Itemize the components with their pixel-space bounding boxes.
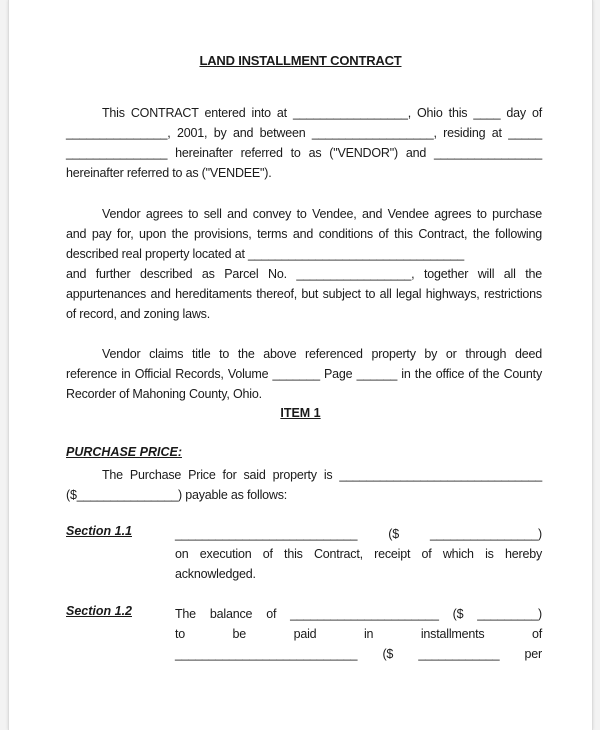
text-line: and pay for, upon the provisions, terms and conditions of this Contract, the following xyxy=(66,227,542,241)
text-line: This CONTRACT entered into at _________________, Ohio this ____ day of xyxy=(102,106,542,120)
paragraph-title-claim xyxy=(66,344,542,404)
text-line: to be paid in installments of xyxy=(175,627,542,641)
text-line: ___________________________ ($ ____________ per xyxy=(175,647,542,661)
text-line: of record, and zoning laws. xyxy=(66,307,210,321)
section-1-1-text xyxy=(175,524,542,584)
text-line: on execution of this Contract, receipt of which is hereby xyxy=(175,547,542,561)
text-line: acknowledged. xyxy=(175,567,256,581)
text-line: hereinafter referred to as ("VENDEE"). xyxy=(66,166,272,180)
text-line: reference in Official Records, Volume _______ Page ______ in the office of the County xyxy=(66,367,542,381)
text-line: ___________________________ ($ ________________) xyxy=(175,527,542,541)
section-1-2-label: Section 1.2 xyxy=(66,604,132,618)
section-1-2-text xyxy=(175,604,542,664)
paragraph-parties xyxy=(66,103,542,183)
text-line: ($_______________) payable as follows: xyxy=(66,488,288,502)
text-line: Vendor agrees to sell and convey to Vendee, and Vendee agrees to purchase xyxy=(102,207,542,221)
text-line: appurtenances and hereditaments thereof, but subject to all legal highways, restrictions xyxy=(66,287,542,301)
document-title: LAND INSTALLMENT CONTRACT xyxy=(199,53,402,68)
section-1-1-label: Section 1.1 xyxy=(66,524,132,538)
paragraph-agreement xyxy=(66,204,542,324)
item-heading: ITEM 1 xyxy=(280,406,321,420)
purchase-price-heading: PURCHASE PRICE: xyxy=(66,445,182,459)
text-line: Vendor claims title to the above referenced property by or through deed xyxy=(102,347,542,361)
text-line: _______________ hereinafter referred to as ("VENDOR") and ________________ xyxy=(66,146,542,160)
purchase-price-text xyxy=(66,465,542,505)
text-line: The Purchase Price for said property is ______________________________ xyxy=(102,468,542,482)
text-line: Recorder of Mahoning County, Ohio. xyxy=(66,387,262,401)
document-page xyxy=(8,0,593,730)
text-line: and further described as Parcel No. _________________, together will all the xyxy=(66,267,542,281)
text-line: _______________, 2001, by and between __________________, residing at _____ xyxy=(66,126,542,140)
text-line: described real property located at ________________________________ xyxy=(66,247,465,261)
text-line: The balance of ______________________ ($ _________) xyxy=(175,607,542,621)
